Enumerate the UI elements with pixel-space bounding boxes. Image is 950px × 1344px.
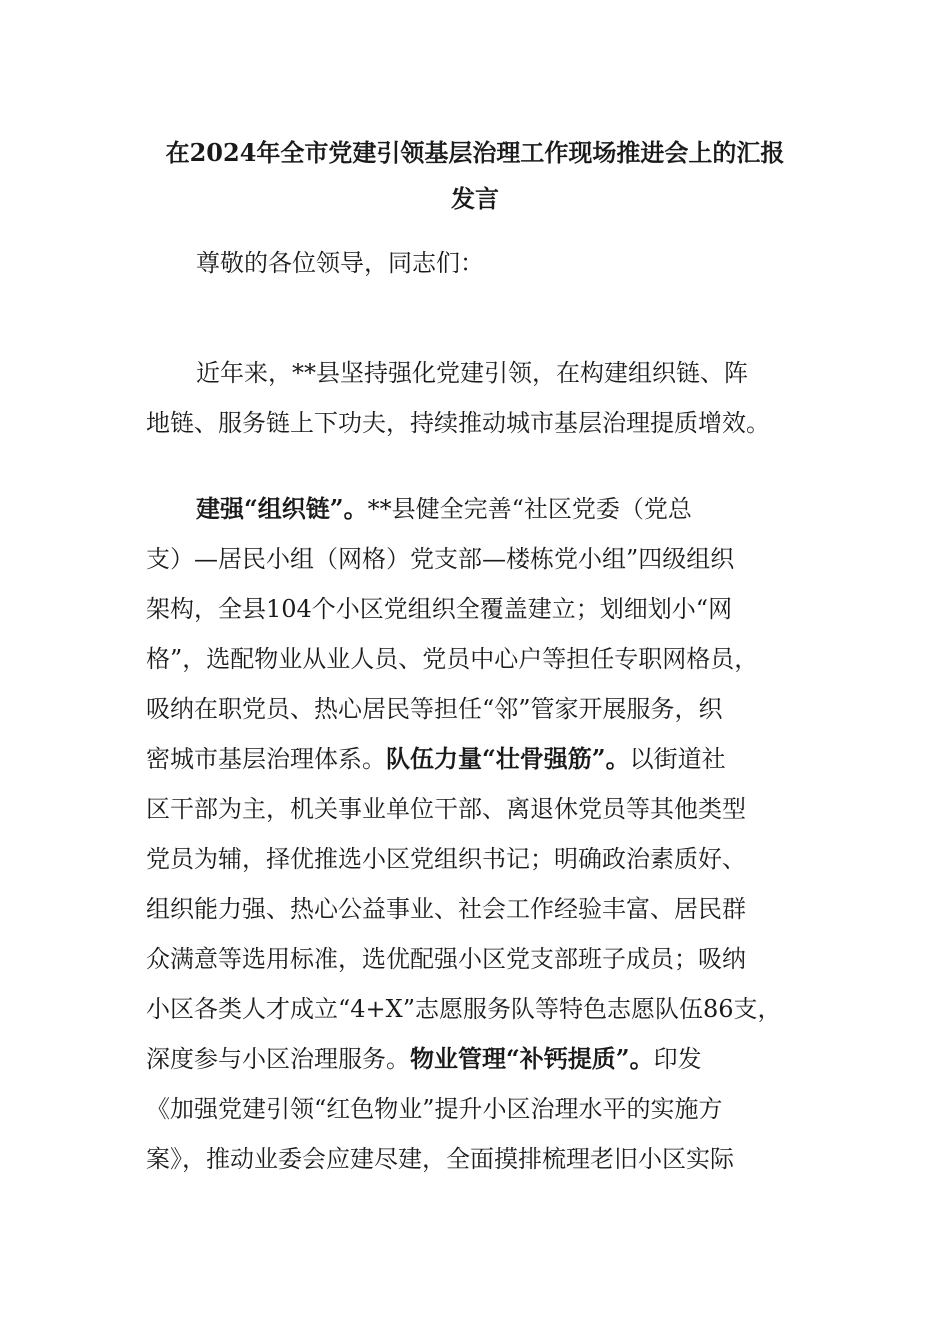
section1-line-9: 组织能力强、热心公益事业、社会工作经验丰富、居民群: [146, 895, 746, 923]
sub2-heading: 物业管理“补钙提质”。: [410, 1044, 654, 1073]
text-span: 深度参与小区治理服务。: [146, 1045, 410, 1073]
text-span: 印发: [653, 1045, 702, 1073]
section1-text: **县健全完善“社区党委（党总: [367, 495, 692, 523]
section1-heading: 建强“组织链”。: [196, 494, 368, 523]
text-span: 密城市基层治理体系。: [146, 745, 386, 773]
section1-line-8: 党员为辅，择优推选小区党组织书记；明确政治素质好、: [146, 845, 746, 873]
text-span: 以街道社: [629, 745, 726, 773]
section1-line-12: [146, 1044, 702, 1074]
section1-line-2: 支）—居民小组（网格）党支部—楼栋党小组”四级组织: [146, 545, 735, 573]
section1-line-14: 案》，推动业委会应建尽建，全面摸排梳理老旧小区实际: [146, 1145, 734, 1173]
salutation: 尊敬的各位领导，同志们：: [196, 249, 484, 277]
document-title: [140, 130, 810, 222]
sub1-heading: 队伍力量“壮骨强筋”。: [386, 744, 630, 773]
intro-line-2: 地链、服务链上下功夫，持续推动城市基层治理提质增效。: [146, 409, 770, 437]
section1-line-11: 小区各类人才成立“4+X”志愿服务队等特色志愿队伍86支，: [146, 995, 782, 1023]
section1-line-10: 众满意等选用标准，选优配强小区党支部班子成员；吸纳: [146, 945, 746, 973]
section1-line-5: 吸纳在职党员、热心居民等担任“邻”管家开展服务，织: [146, 695, 723, 723]
section1-line-3: 架构，全县104个小区党组织全覆盖建立；划细划小“网: [146, 595, 733, 623]
section1-line-6: [146, 744, 726, 774]
section1-line-1: [196, 494, 692, 524]
section1-line-13: 《加强党建引领“红色物业”提升小区治理水平的实施方: [146, 1095, 723, 1123]
section1-line-4: 格”，选配物业从业人员、党员中心户等担任专职网格员，: [146, 645, 759, 673]
title-line-2: 发言: [451, 184, 499, 213]
intro-line-1: 近年来，**县坚持强化党建引领，在构建组织链、阵: [196, 359, 748, 387]
title-line-1: 在2024年全市党建引领基层治理工作现场推进会上的汇报: [165, 138, 785, 167]
section1-line-7: 区干部为主，机关事业单位干部、离退休党员等其他类型: [146, 795, 746, 823]
